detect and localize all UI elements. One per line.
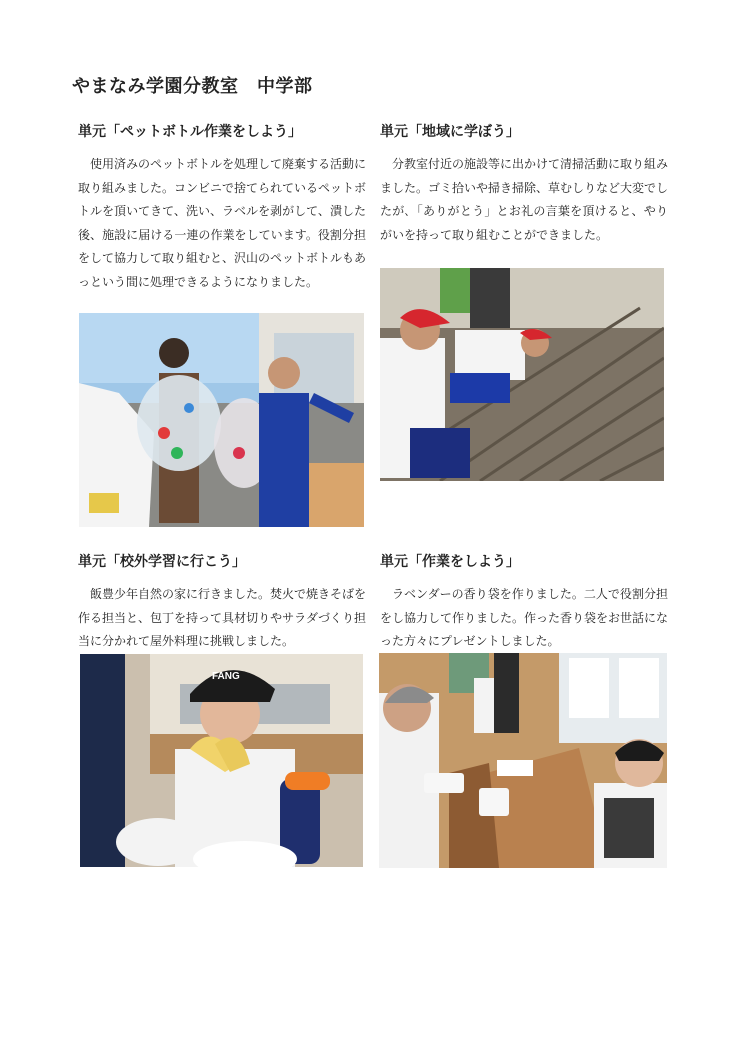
section-body: 分教室付近の施設等に出かけて清掃活動に取り組みました。ゴミ拾いや掃き掃除、草むしりなど大変でしたが､「ありがとう」とお礼の言葉を頂けると、やりがいを持って取り組むことができました。 bbox=[380, 157, 669, 242]
section-community bbox=[380, 121, 668, 247]
section-work bbox=[380, 551, 668, 654]
section-body: 飯豊少年自然の家に行きました。焚火で焼きそばを作る担当と、包丁を持って具材切りやサラダづくり担当に分かれて屋外料理に挑戦しました。 bbox=[78, 587, 367, 648]
page-title: やまなみ学園分教室 中学部 bbox=[72, 76, 313, 97]
photo-lavender-work bbox=[379, 653, 667, 868]
section-field-trip bbox=[78, 551, 366, 654]
photo-petbottle-collection bbox=[79, 313, 364, 527]
section-heading: 単元「地域に学ぼう」 bbox=[380, 124, 520, 140]
cap-logo-text: FANG bbox=[212, 671, 240, 682]
photo-field-trip-meal bbox=[80, 654, 363, 867]
section-body: 使用済みのペットボトルを処理して廃棄する活動に取り組みました。コンビニで捨てられているペットボトルを頂いてきて、洗い、ラベルを剥がして、潰した後、施設に届ける一連の作業をしています。役割分担をして協力して取り組むと、沢山のペットボトルもあっという間に処理できるようになりました。 bbox=[78, 157, 367, 289]
section-heading: 単元「ペットボトル作業をしよう」 bbox=[78, 124, 302, 140]
section-heading: 単元「作業をしよう」 bbox=[380, 554, 520, 570]
section-heading: 単元「校外学習に行こう」 bbox=[78, 554, 246, 570]
section-body: ラベンダーの香り袋を作りました。二人で役割分担をし協力して作りました。作った香り袋をお世話になった方々にプレゼントしました。 bbox=[380, 587, 669, 648]
section-petbottle bbox=[78, 121, 366, 294]
photo-cleaning-activity bbox=[380, 268, 664, 481]
